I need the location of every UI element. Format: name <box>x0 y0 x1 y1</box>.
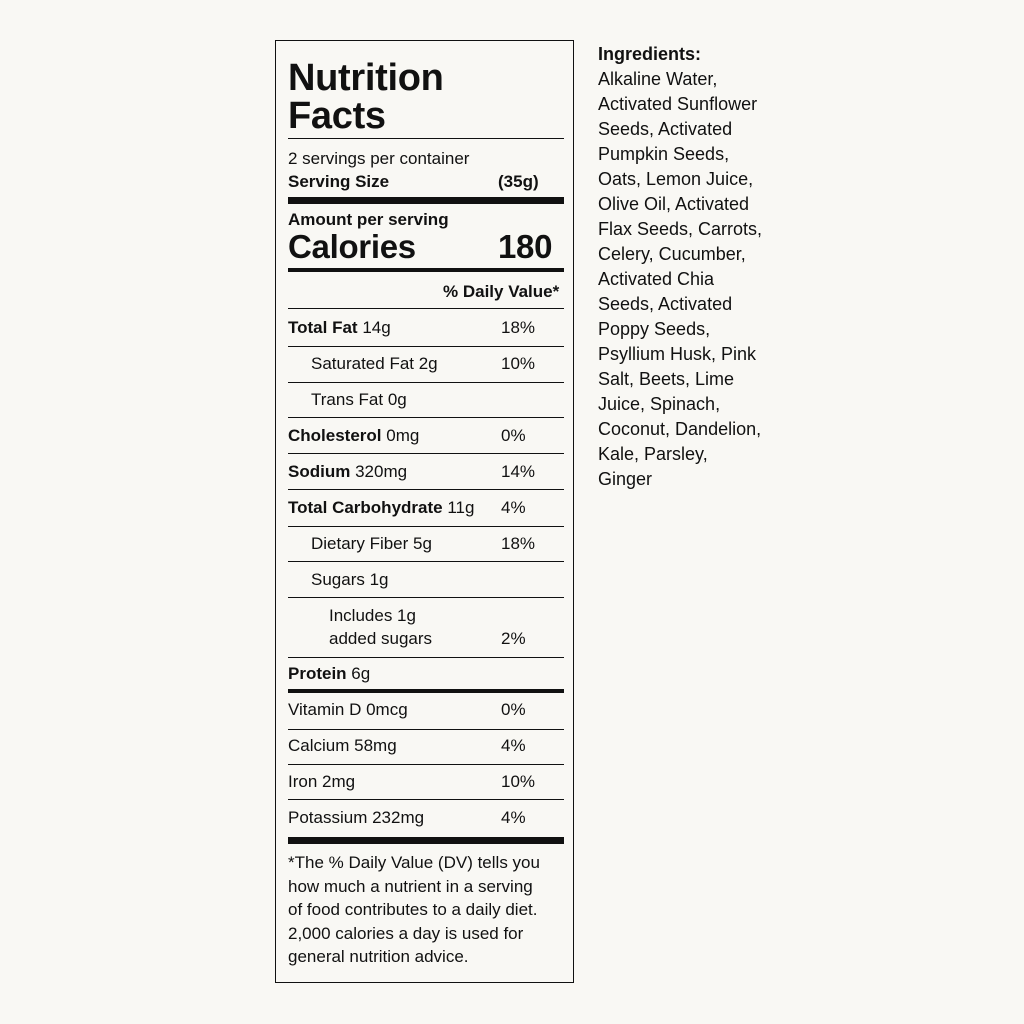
amount-per-serving: Amount per serving <box>288 210 449 229</box>
nutrient-name: Sodium <box>288 462 351 481</box>
nutrient-amount: 320mg <box>355 462 408 481</box>
footnote-line: general nutrition advice. <box>288 947 469 966</box>
title-line-1: Nutrition <box>288 57 444 99</box>
footnote-line: 2,000 calories a day is used for <box>288 923 524 943</box>
dv-dietary-fiber: 18% <box>501 534 536 553</box>
dv-added-sugars: 2% <box>501 629 526 648</box>
footnote-line: *The % Daily Value (DV) tells you <box>288 853 540 872</box>
divider <box>288 489 564 490</box>
daily-value-footnote <box>288 851 564 969</box>
nutrient-amount: 14g <box>362 318 391 337</box>
ingredients-line: Flax Seeds, Carrots, <box>598 219 763 239</box>
ingredients-line: Coconut, Dandelion, <box>598 419 762 439</box>
calcium: Calcium 58mg <box>288 736 397 755</box>
thick-divider <box>288 197 564 204</box>
divider <box>288 561 564 562</box>
ingredients-line: Seeds, Activated <box>598 294 733 314</box>
ingredients-line: Juice, Spinach, <box>598 394 721 414</box>
divider <box>288 764 564 765</box>
nutrient-sodium <box>288 461 407 483</box>
serving-size-value: (35g) <box>498 172 539 191</box>
servings-per-container: 2 servings per container <box>288 149 470 168</box>
ingredients-line: Olive Oil, Activated <box>598 194 750 214</box>
title-line-2: Facts <box>288 95 386 137</box>
nutrient-name: Total Fat <box>288 318 358 337</box>
divider <box>288 597 564 598</box>
nutrient-trans-fat: Trans Fat 0g <box>311 390 407 409</box>
potassium: Potassium 232mg <box>288 808 425 827</box>
nutrient-added-sugars-line-2: added sugars <box>329 629 433 648</box>
nutrition-facts-title <box>288 59 444 135</box>
nutrient-dietary-fiber: Dietary Fiber 5g <box>311 534 432 553</box>
thick-divider <box>288 837 564 844</box>
ingredients-line: Activated Sunflower <box>598 94 758 114</box>
ingredients-line: Psyllium Husk, Pink <box>598 344 757 364</box>
nutrient-amount: 11g <box>447 498 475 517</box>
nutrient-added-sugars-line-1: Includes 1g <box>329 606 416 625</box>
divider <box>288 453 564 454</box>
iron: Iron 2mg <box>288 772 356 791</box>
ingredients-line: Alkaline Water, <box>598 69 718 89</box>
divider <box>288 657 564 658</box>
vitamin-d: Vitamin D 0mcg <box>288 700 408 719</box>
dv-saturated-fat: 10% <box>501 354 536 373</box>
ingredients-line: Salt, Beets, Lime <box>598 369 735 389</box>
serving-size-label: Serving Size <box>288 172 390 191</box>
divider <box>288 417 564 418</box>
nutrient-name: Cholesterol <box>288 426 382 445</box>
nutrient-cholesterol <box>288 425 419 447</box>
ingredients-line: Activated Chia <box>598 269 715 289</box>
dv-iron: 10% <box>501 772 536 791</box>
divider <box>288 138 564 139</box>
medium-divider <box>288 689 564 693</box>
dv-total-carbohydrate: 4% <box>501 498 526 517</box>
footnote-line: how much a nutrient in a serving <box>288 876 533 896</box>
dv-total-fat: 18% <box>501 318 536 337</box>
nutrient-name: Total Carbohydrate <box>288 498 443 517</box>
ingredients-section <box>598 42 768 492</box>
dv-sodium: 14% <box>501 462 536 481</box>
ingredients-line: Pumpkin Seeds, <box>598 144 730 164</box>
daily-value-header: % Daily Value* <box>443 282 560 301</box>
calories-label: Calories <box>288 228 416 265</box>
nutrient-amount: 0mg <box>386 426 420 445</box>
nutrient-saturated-fat: Saturated Fat 2g <box>311 354 438 373</box>
ingredients-line: Poppy Seeds, <box>598 319 711 339</box>
dv-calcium: 4% <box>501 736 526 755</box>
ingredients-line: Ginger <box>598 469 653 489</box>
nutrient-total-fat <box>288 317 391 339</box>
ingredients-heading: Ingredients: <box>598 44 702 64</box>
ingredients-line: Oats, Lemon Juice, <box>598 169 754 189</box>
nutrient-amount: 6g <box>351 664 371 683</box>
dv-vitamin-d: 0% <box>501 700 526 719</box>
medium-divider <box>288 268 564 272</box>
divider <box>288 729 564 730</box>
calories-value: 180 <box>498 228 553 265</box>
divider <box>288 526 564 527</box>
ingredients-line: Kale, Parsley, <box>598 444 708 464</box>
ingredients-line: Seeds, Activated <box>598 119 733 139</box>
ingredients-list <box>598 67 768 492</box>
nutrient-total-carbohydrate <box>288 497 474 519</box>
footnote-line: of food contributes to a daily diet. <box>288 900 538 919</box>
nutrient-name: Protein <box>288 664 347 683</box>
nutrient-sugars: Sugars 1g <box>311 570 389 589</box>
divider <box>288 382 564 383</box>
nutrition-facts-panel <box>275 40 574 983</box>
ingredients-line: Celery, Cucumber, <box>598 244 746 264</box>
divider <box>288 308 564 309</box>
nutrient-protein <box>288 663 370 685</box>
divider <box>288 346 564 347</box>
dv-potassium: 4% <box>501 808 526 827</box>
divider <box>288 799 564 800</box>
dv-cholesterol: 0% <box>501 426 526 445</box>
